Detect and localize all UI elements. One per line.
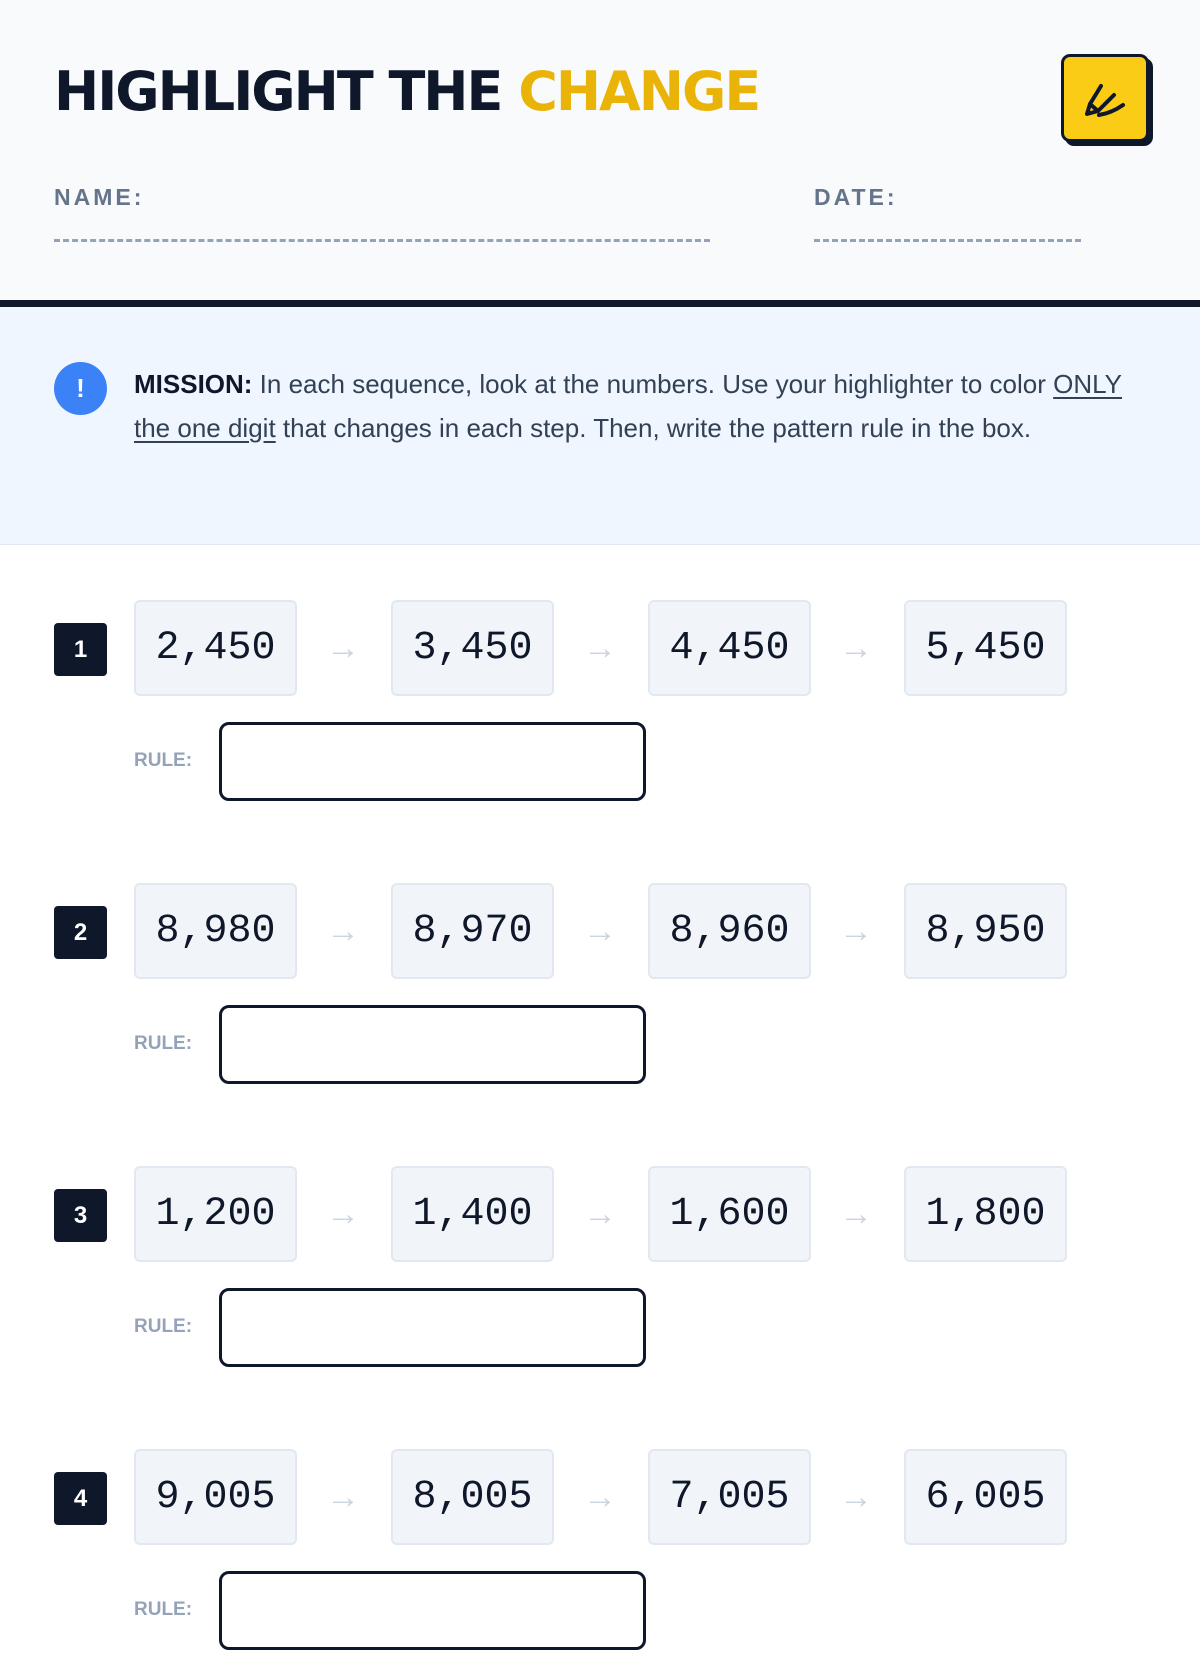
mission-lead: MISSION: [134, 369, 253, 399]
page-title [54, 62, 759, 121]
arrow-right-icon: → [583, 1477, 617, 1516]
name-line[interactable] [54, 224, 710, 242]
rule-label: RULE: [134, 1033, 193, 1054]
sequence-number[interactable]: 8,980 [134, 883, 297, 979]
date-line[interactable] [814, 224, 1081, 242]
sequence-number[interactable]: 6,005 [904, 1449, 1067, 1545]
problem-number: 3 [54, 1189, 107, 1242]
problem-row [0, 1166, 1200, 1376]
arrow-right-icon: → [839, 911, 873, 950]
arrow-right-icon: → [583, 911, 617, 950]
exclamation-icon: ! [54, 362, 107, 415]
sequence-number[interactable]: 8,005 [391, 1449, 554, 1545]
name-label: NAME: [54, 184, 145, 210]
mission-text [134, 362, 1158, 450]
rule-label: RULE: [134, 1316, 193, 1337]
title-main: HIGHLIGHT THE [54, 60, 502, 123]
mission-text-after: that changes in each step. Then, write the pattern rule in the box. [275, 413, 1032, 443]
sequence-number[interactable]: 3,450 [391, 600, 554, 696]
highlighter-logo [1061, 54, 1149, 142]
sequence-number[interactable]: 1,400 [391, 1166, 554, 1262]
problem-number: 2 [54, 906, 107, 959]
problem-number: 4 [54, 1472, 107, 1525]
arrow-right-icon: → [583, 628, 617, 667]
sequence-number[interactable]: 8,950 [904, 883, 1067, 979]
mission-emphasis: ONLY the one digit [134, 369, 1123, 443]
rule-input[interactable] [219, 1571, 646, 1650]
arrow-right-icon: → [839, 628, 873, 667]
date-label: DATE: [814, 184, 898, 210]
arrow-right-icon: → [326, 1477, 360, 1516]
arrow-right-icon: → [326, 911, 360, 950]
rule-label: RULE: [134, 1599, 193, 1620]
mission-panel [0, 307, 1200, 545]
problem-row [0, 883, 1200, 1093]
highlighter-pen-icon [1081, 74, 1129, 122]
problem-number: 1 [54, 623, 107, 676]
mission-text-before: In each sequence, look at the numbers. Use your highlighter to color [252, 369, 1054, 399]
sequence-number[interactable]: 1,600 [648, 1166, 811, 1262]
sequence-number[interactable]: 4,450 [648, 600, 811, 696]
sequence-number[interactable]: 1,200 [134, 1166, 297, 1262]
rule-input[interactable] [219, 1005, 646, 1084]
problem-row [0, 1449, 1200, 1659]
rule-input[interactable] [219, 722, 646, 801]
arrow-right-icon: → [326, 1194, 360, 1233]
arrow-right-icon: → [583, 1194, 617, 1233]
sequence-number[interactable]: 1,800 [904, 1166, 1067, 1262]
sequence-number[interactable]: 8,960 [648, 883, 811, 979]
problem-row [0, 600, 1200, 810]
sequence-number[interactable]: 8,970 [391, 883, 554, 979]
sequence-number[interactable]: 5,450 [904, 600, 1067, 696]
rule-label: RULE: [134, 750, 193, 771]
arrow-right-icon: → [839, 1477, 873, 1516]
sequence-number[interactable]: 7,005 [648, 1449, 811, 1545]
arrow-right-icon: → [326, 628, 360, 667]
title-accent: CHANGE [518, 60, 760, 123]
rule-input[interactable] [219, 1288, 646, 1367]
sequence-number[interactable]: 9,005 [134, 1449, 297, 1545]
worksheet-header [0, 0, 1200, 300]
header-divider [0, 300, 1200, 307]
arrow-right-icon: → [839, 1194, 873, 1233]
sequence-number[interactable]: 2,450 [134, 600, 297, 696]
